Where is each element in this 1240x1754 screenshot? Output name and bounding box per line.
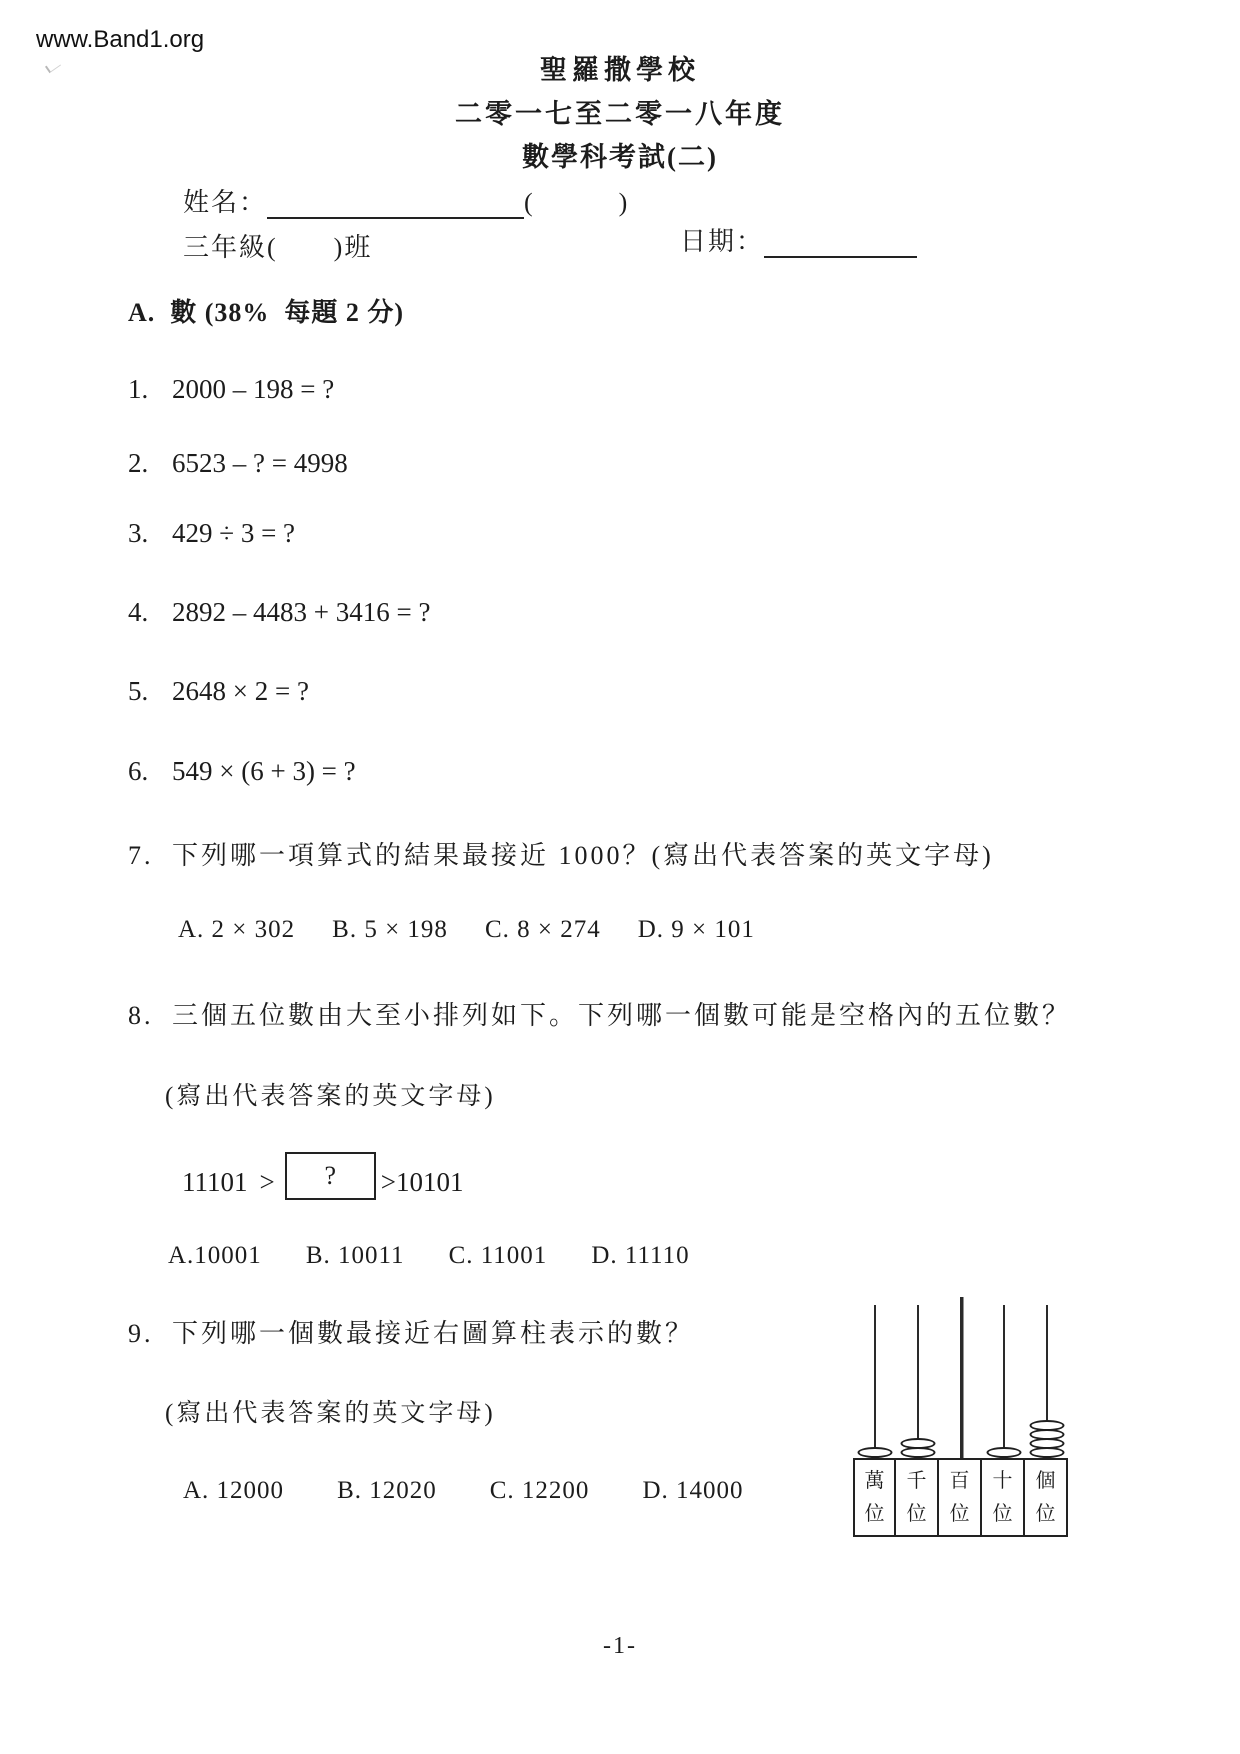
- abacus-bead: [900, 1447, 935, 1458]
- greater-than-sign: >: [380, 1167, 396, 1197]
- option-b: B. 12020: [337, 1477, 437, 1504]
- abacus-place-label: 十位: [992, 1469, 1013, 1525]
- question-text: 6523 – ? = 4998: [172, 448, 348, 478]
- abacus-column: [1025, 1303, 1068, 1537]
- question-text: 549 × (6 + 3) = ?: [172, 756, 356, 786]
- option-c: C. 11001: [448, 1242, 548, 1269]
- question-8-inequality: [182, 1152, 463, 1200]
- question-number: 9.: [128, 1319, 154, 1348]
- name-blank-field: [267, 189, 524, 219]
- option-d: D. 9 × 101: [637, 916, 755, 943]
- question-text: 三個五位數由大至小排列如下。下列哪一個數可能是空格內的五位數？: [172, 1001, 1072, 1030]
- option-d: D. 11110: [591, 1242, 690, 1269]
- question-7-options: [178, 916, 755, 944]
- option-a: A. 2 × 302: [178, 916, 296, 943]
- abacus-bead: [1029, 1447, 1064, 1458]
- option-b: B. 10011: [305, 1242, 405, 1269]
- abacus-rod: [874, 1305, 876, 1458]
- abacus-place-label: 千位: [906, 1469, 927, 1525]
- class-label: 三年級( )班: [183, 233, 373, 262]
- option-c: C. 12200: [489, 1477, 590, 1504]
- section-a-heading: A. 數 (38% 每題 2 分): [128, 298, 405, 327]
- abacus-beads: [900, 1440, 935, 1458]
- question-number: 1.: [128, 374, 149, 404]
- inequality-left-number: 11101: [182, 1167, 248, 1197]
- greater-than-sign: >: [259, 1167, 275, 1197]
- abacus-bead: [986, 1447, 1021, 1458]
- abacus-rod: [958, 1297, 963, 1458]
- name-label: 姓名：: [183, 188, 268, 217]
- class-row: [183, 227, 372, 264]
- question-number: 3.: [128, 518, 149, 548]
- watermark: www.Band1.org: [36, 26, 205, 53]
- date-row: [680, 221, 917, 258]
- question-number: 5.: [128, 676, 149, 706]
- abacus-bead: [857, 1447, 892, 1458]
- option-a: A. 12000: [183, 1477, 285, 1504]
- page-number: -1-: [603, 1633, 637, 1659]
- question-9-note: (寫出代表答案的英文字母): [165, 1400, 496, 1427]
- academic-year: 二零一七至二零一八年度: [455, 99, 785, 129]
- abacus-rod: [1003, 1305, 1005, 1458]
- abacus-column: [896, 1303, 939, 1537]
- question-text: 2648 × 2 = ?: [172, 676, 309, 706]
- abacus-beads: [1029, 1422, 1064, 1458]
- school-name: 聖羅撒學校: [540, 55, 700, 85]
- abacus-place-box: [980, 1458, 1025, 1537]
- abacus-beads: [986, 1449, 1021, 1458]
- date-label: 日期：: [680, 227, 765, 256]
- option-a: A.10001: [168, 1242, 262, 1269]
- question-number: 7.: [128, 841, 154, 870]
- question-8-note: (寫出代表答案的英文字母): [165, 1083, 496, 1110]
- question-number: 4.: [128, 597, 149, 627]
- question-2: [128, 448, 348, 479]
- abacus-column: [939, 1303, 982, 1537]
- abacus-place-label: 百位: [949, 1469, 970, 1525]
- question-text: 下列哪一項算式的結果最接近 1000？(寫出代表答案的英文字母): [172, 841, 994, 870]
- abacus-figure: [853, 1303, 1069, 1537]
- question-number: 6.: [128, 756, 149, 786]
- option-b: B. 5 × 198: [332, 916, 448, 943]
- question-8: [128, 995, 1071, 1032]
- question-4: [128, 597, 430, 628]
- abacus-rod: [917, 1305, 919, 1458]
- question-text: 2000 – 198 = ?: [172, 374, 335, 404]
- abacus-place-box: [1023, 1458, 1068, 1537]
- question-number: 8.: [128, 1001, 154, 1030]
- question-6: [128, 756, 356, 787]
- question-text: 429 ÷ 3 = ?: [172, 518, 296, 548]
- question-text: 2892 – 4483 + 3416 = ?: [172, 597, 431, 627]
- option-d: D. 14000: [642, 1477, 744, 1504]
- question-7: [128, 835, 994, 872]
- abacus-column: [853, 1303, 896, 1537]
- abacus-place-box: [853, 1458, 896, 1537]
- abacus-place-box: [894, 1458, 939, 1537]
- date-blank-field: [764, 228, 917, 258]
- question-3: [128, 518, 295, 549]
- name-row: [183, 182, 629, 219]
- question-text: 下列哪一個數最接近右圖算柱表示的數？: [172, 1319, 695, 1348]
- name-paren: ( ): [524, 188, 630, 217]
- abacus-place-label: 萬位: [864, 1469, 885, 1525]
- question-1: [128, 374, 334, 405]
- question-5: [128, 676, 309, 707]
- abacus-place-box: [937, 1458, 982, 1537]
- abacus-place-label: 個位: [1035, 1469, 1056, 1525]
- abacus-column: [982, 1303, 1025, 1537]
- question-9: [128, 1313, 694, 1350]
- question-8-options: [168, 1242, 690, 1270]
- answer-box: ?: [285, 1152, 376, 1200]
- inequality-right-number: 10101: [395, 1167, 464, 1197]
- exam-title: 數學科考試(二): [522, 142, 718, 172]
- abacus-beads: [857, 1449, 892, 1458]
- option-c: C. 8 × 274: [484, 916, 601, 943]
- question-number: 2.: [128, 448, 149, 478]
- question-9-options: [183, 1477, 744, 1505]
